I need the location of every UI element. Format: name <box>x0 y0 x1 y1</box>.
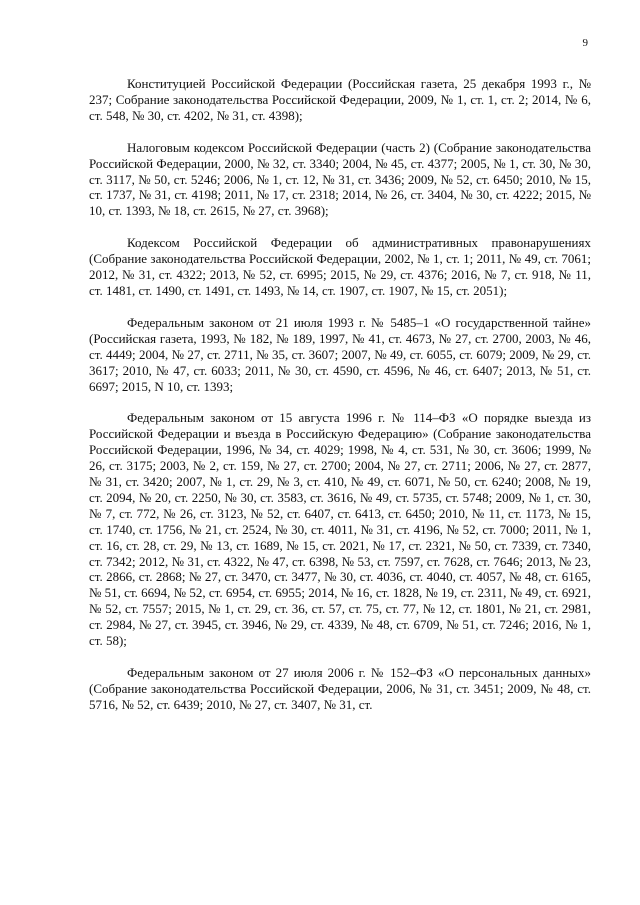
paragraph-administrative-code: Кодексом Российской Федерации об административных правонарушениях (Собрание законодательства Российской Федерации, 2002, № 1, ст. 1; 2011, № 49, ст. 7061; 2012, № 31, ст. 4322; 2013, № 52, ст. 6995; 2015, № 29, ст. 4376; 2016, № 7, ст. 918, № 11, ст. 1481, ст. 1490, ст. 1491, ст. 1493, № 14, ст. 1907, ст. 1907, № 15, ст. 2051); <box>89 235 591 298</box>
paragraph-exit-entry-law: Федеральным законом от 15 августа 1996 г. № 114–ФЗ «О порядке выезда из Российской Федерации и въезда в Российскую Федерацию» (Собрание законодательства Российской Федерации, 1996, № 34, ст. 4029; 1998, № 4, ст. 531, № 30, ст. 3606; 1999, № 26, ст. 3175; 2003, № 2, ст. 159, № 27, ст. 2700; 2004, № 27, ст. 2711; 2006, № 27, ст. 2877, № 31, ст. 3420; 2007, № 1, ст. 29, № 3, ст. 410, № 49, ст. 6071, № 50, ст. 6240; 2008, № 19, ст. 2094, № 20, ст. 2250, № 30, ст. 3583, ст. 3616, № 49, ст. 5735, ст. 5748; 2009, № 1, ст. 30, № 7, ст. 772, № 26, ст. 3123, № 52, ст. 6407, ст. 6413, ст. 6450; 2010, № 11, ст. 1173, № 15, ст. 1740, ст. 1756, № 21, ст. 2524, № 30, ст. 4011, № 31, ст. 4196, № 52, ст. 7000; 2011, № 1, ст. 16, ст. 28, ст. 29, № 13, ст. 1689, № 15, ст. 2021, № 17, ст. 2321, № 50, ст. 7339, ст. 7340, ст. 7342; 2012, № 31, ст. 4322, № 47, ст. 6398, № 53, ст. 7597, ст. 7628, ст. 7646; 2013, № 23, ст. 2866, ст. 2868; № 27, ст. 3470, ст. 3477, № 30, ст. 4036, ст. 4040, ст. 4057, № 48, ст. 6165, № 51, ст. 6694, № 52, ст. 6954, ст. 6955; 2014, № 16, ст. 1828, № 19, ст. 2311, № 49, ст. 6921, № 52, ст. 7557; 2015, № 1, ст. 29, ст. 36, ст. 57, ст. 75, ст. 77, № 12, ст. 1801, № 21, ст. 2981, ст. 2984, № 27, ст. 3945, ст. 3946, № 29, ст. 4339, № 48, ст. 6709, № 51, ст. 7246; 2016, № 1, ст. 58); <box>89 410 591 649</box>
paragraph-tax-code: Налоговым кодексом Российской Федерации (часть 2) (Собрание законодательства Российской Федерации, 2000, № 32, ст. 3340; 2004, № 45, ст. 4377; 2005, № 1, ст. 30, № 30, ст. 3117, № 50, ст. 5246; 2006, № 1, ст. 12, № 31, ст. 3436; 2009, № 52, ст. 6450; 2010, № 15, ст. 1737, № 31, ст. 4198; 2011, № 17, ст. 2318; 2014, № 26, ст. 3404, № 30, ст. 4222; 2015, № 10, ст. 1393, № 18, ст. 2615, № 27, ст. 3968); <box>89 139 591 219</box>
page-number: 9 <box>582 37 588 49</box>
paragraph-state-secret-law: Федеральным законом от 21 июля 1993 г. № 5485–1 «О государственной тайне» (Российская газета, 1993, № 182, № 189, 1997, № 41, ст. 4673, № 27, ст. 2700, 2003, № 46, ст. 4449; 2004, № 27, ст. 2711, № 35, ст. 3607; 2007, № 49, ст. 6055, ст. 6079; 2009, № 29, ст. 3617; 2010, № 47, ст. 6033; 2011, № 30, ст. 4590, ст. 4596, № 46, ст. 6407; 2013, № 51, ст. 6697; 2015, N 10, ст. 1393; <box>89 314 591 394</box>
paragraph-personal-data-law: Федеральным законом от 27 июля 2006 г. № 152–ФЗ «О персональных данных» (Собрание законодательства Российской Федерации, 2006, № 31, ст. 3451; 2009, № 48, ст. 5716, № 52, ст. 6439; 2010, № 27, ст. 3407, № 31, ст. <box>89 665 591 712</box>
document-body <box>89 76 591 713</box>
paragraph-constitution: Конституцией Российской Федерации (Российская газета, 25 декабря 1993 г., № 237; Собрание законодательства Российской Федерации, 2009, № 1, ст. 1, ст. 2; 2014, № 6, ст. 548, № 30, ст. 4202, № 31, ст. 4398); <box>89 76 591 123</box>
